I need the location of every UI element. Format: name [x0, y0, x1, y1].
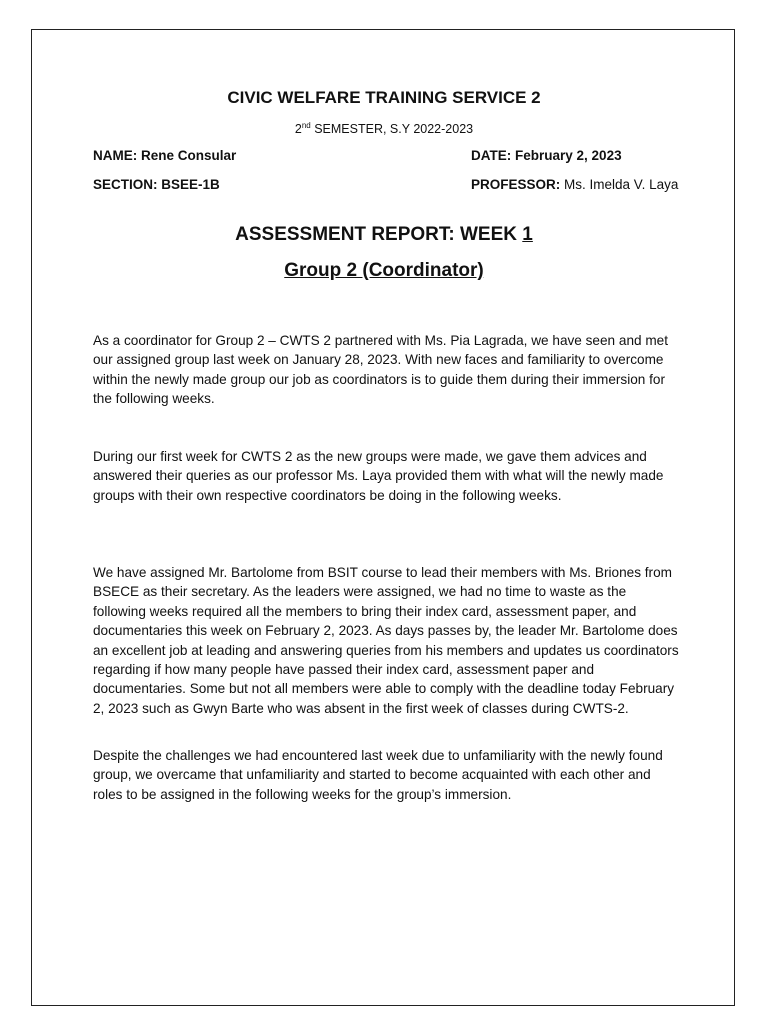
date-value: February 2, 2023	[515, 148, 622, 163]
semester-ordinal-suffix: nd	[301, 121, 311, 130]
date-field	[471, 148, 622, 163]
semester-text: SEMESTER, S.Y 2022-2023	[310, 122, 474, 136]
section-field	[93, 177, 220, 192]
document-title: CIVIC WELFARE TRAINING SERVICE 2	[227, 88, 541, 107]
semester-line	[0, 121, 768, 136]
professor-value: Ms. Imelda V. Laya	[564, 177, 679, 192]
report-title	[0, 224, 768, 246]
professor-label: PROFESSOR:	[471, 177, 561, 192]
name-field	[93, 148, 236, 163]
paragraph-3: We have assigned Mr. Bartolome from BSIT course to lead their members with Ms. Briones from BSECE as their secretary. As the leaders were assigned, we had no time to waste as the following weeks required all the members to bring their index card, assessment paper, and documentaries this week on February 2, 2023. As days passes by, the leader Mr. Bartolome does an excellent job at leading and answering queries from his members and updates us coordinators regarding if how many people have passed their index card, assessment paper and documentaries. Some but not all members were able to comply with the deadline today February 2, 2023 such as Gwyn Barte who was absent in the first week of classes during CWTS-2.	[93, 565, 679, 716]
paragraph-4: Despite the challenges we had encountered last week due to unfamiliarity with the newly found group, we overcame that unfamiliarity and started to become acquainted with each other and roles to be assigned in the following weeks for the group’s immersion.	[93, 748, 663, 802]
name-label: NAME:	[93, 148, 138, 163]
section-value: BSEE-1B	[161, 177, 220, 192]
semester-ordinal: 2	[294, 122, 302, 136]
report-week-number: 1	[522, 224, 533, 245]
page-border	[31, 29, 735, 1006]
section-label: SECTION:	[93, 177, 158, 192]
report-title-prefix: ASSESSMENT REPORT: WEEK	[235, 224, 523, 245]
group-title: Group 2 (Coordinator)	[284, 260, 484, 281]
date-label: DATE:	[471, 148, 512, 163]
paragraph-1: As a coordinator for Group 2 – CWTS 2 partnered with Ms. Pia Lagrada, we have seen and met our assigned group last week on January 28, 2023. With new faces and familiarity to overcome within the newly made group our job as coordinators is to guide them during their immersion for the following weeks.	[93, 333, 669, 407]
paragraph-2: During our first week for CWTS 2 as the new groups were made, we gave them advices and answered their queries as our professor Ms. Laya provided them with what will the newly made groups with their own respective coordinators be doing in the following weeks.	[93, 449, 664, 503]
professor-field	[471, 177, 678, 192]
name-value: Rene Consular	[141, 148, 237, 163]
